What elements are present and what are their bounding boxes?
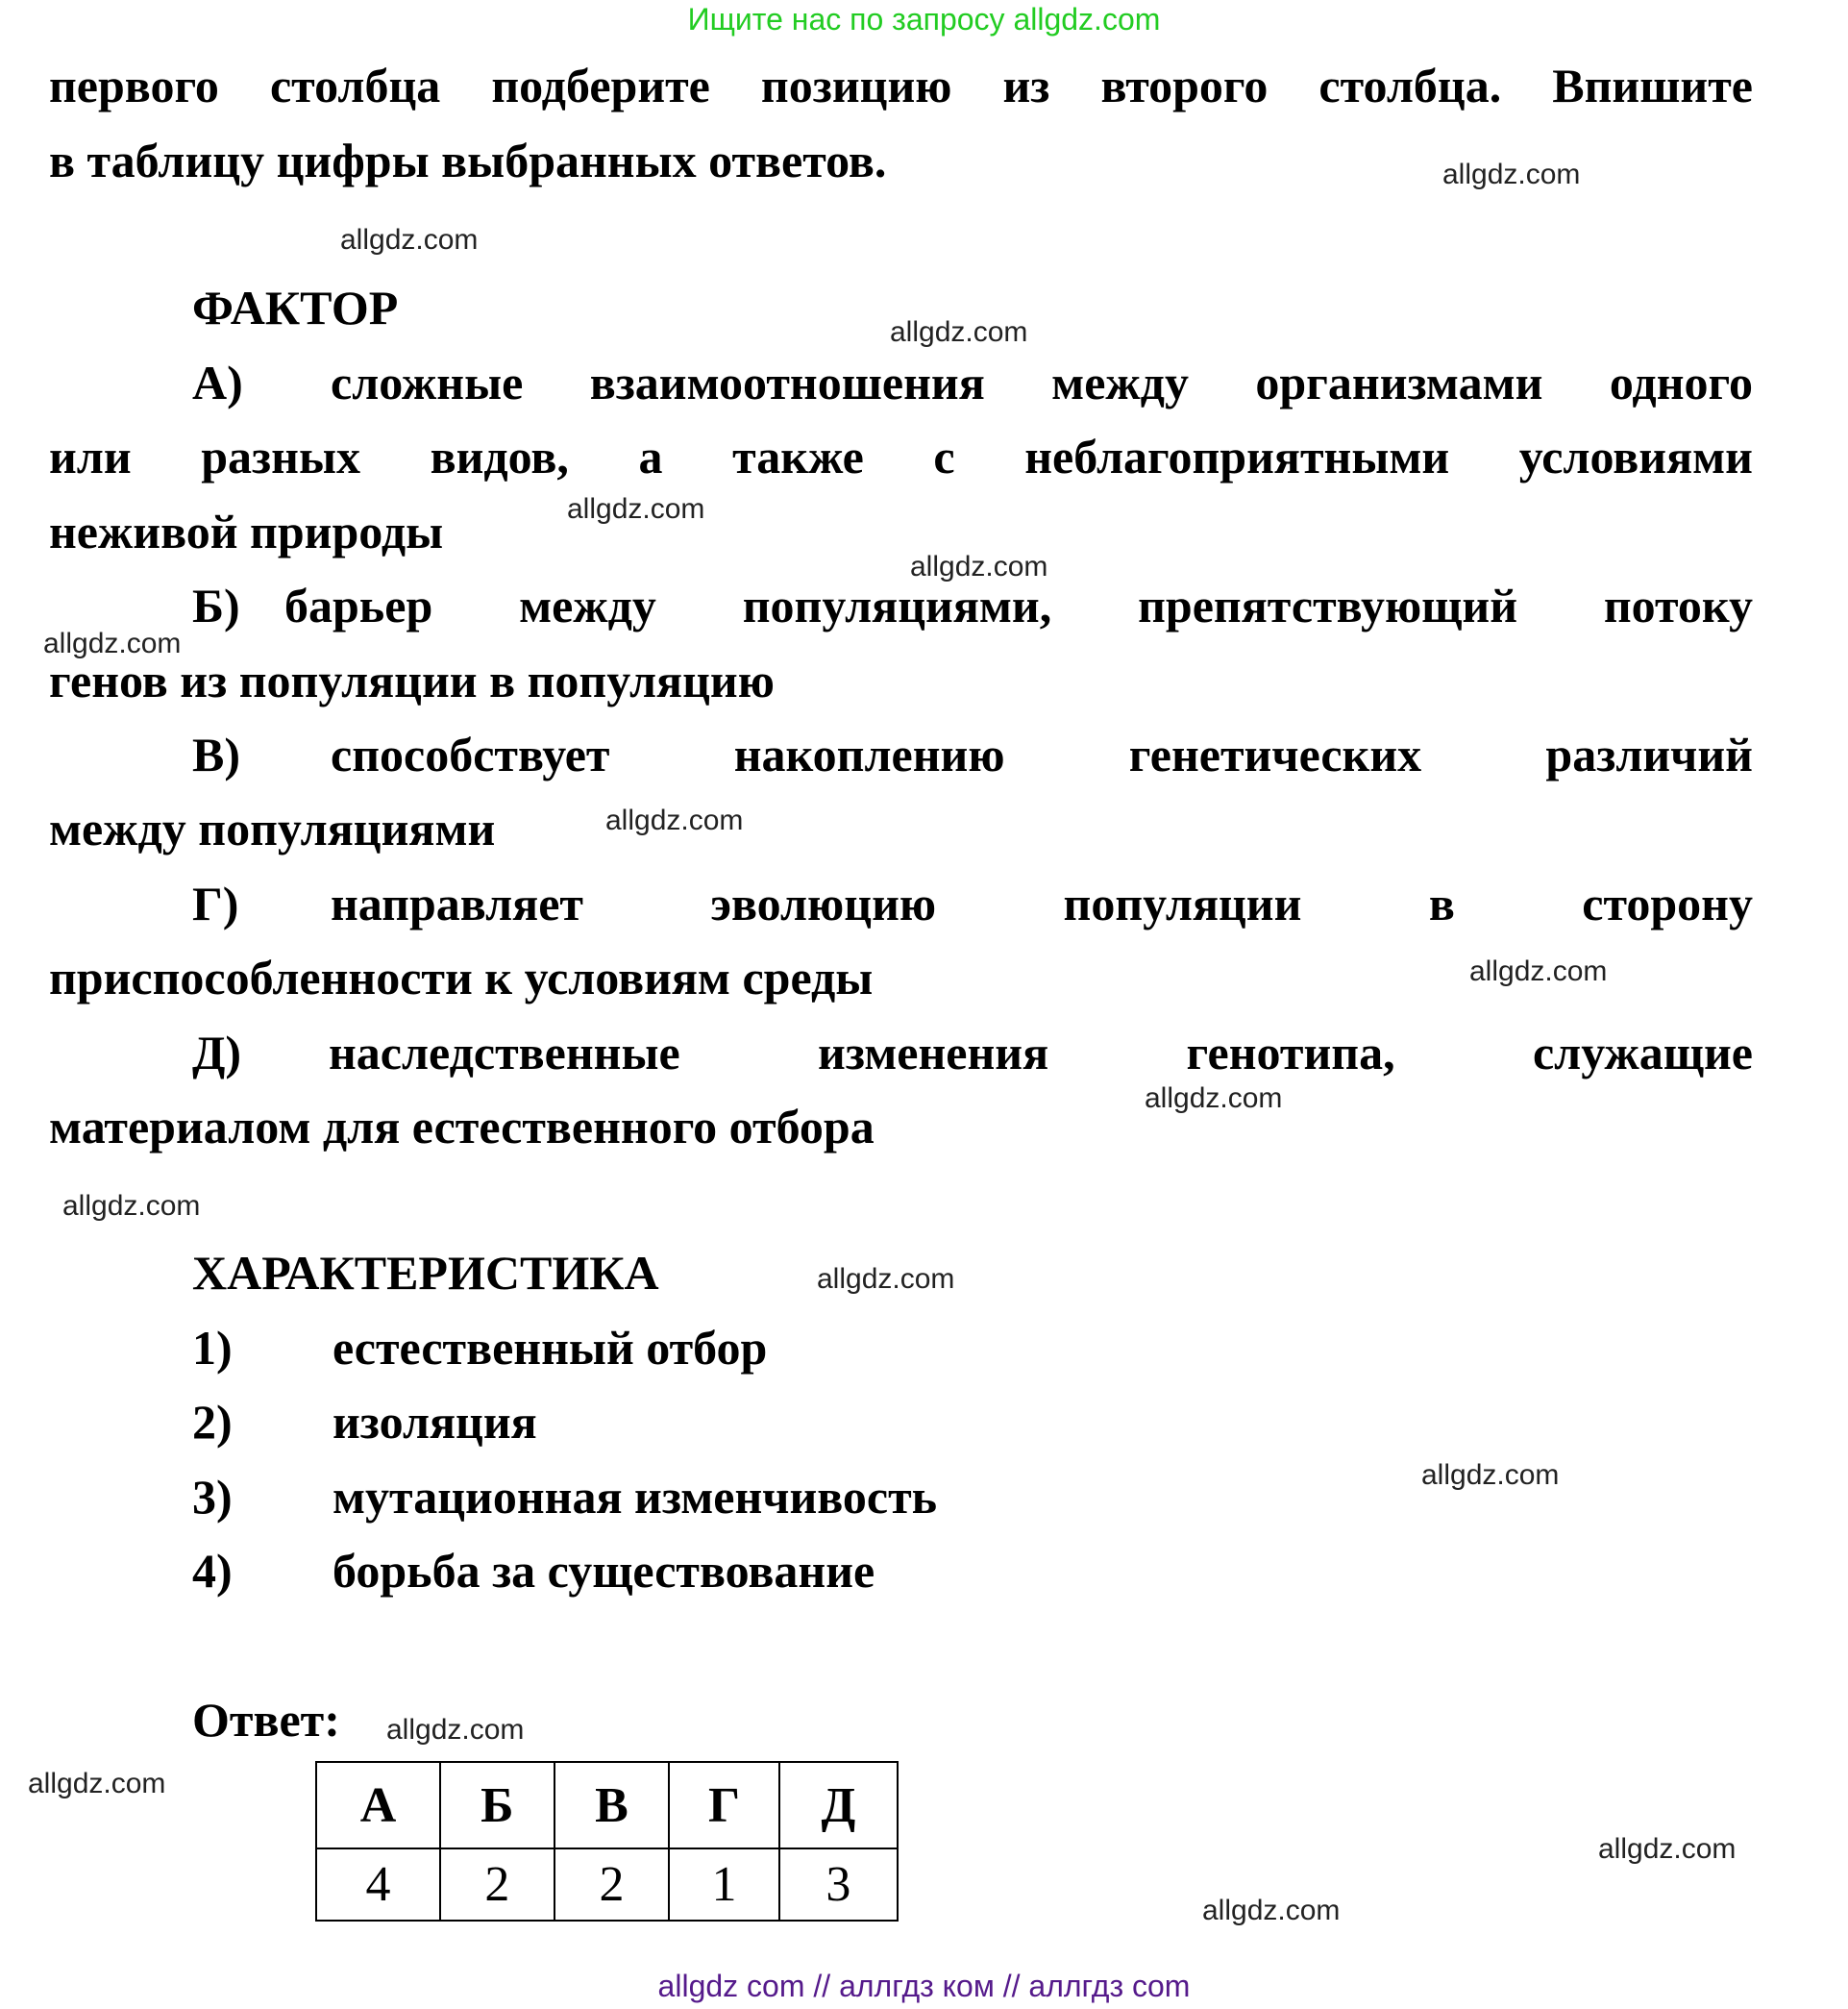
answer-value-cell: 2 [440,1848,554,1921]
answer-label: Ответ: [192,1693,340,1747]
factor-g-line-2: приспособленности к условиям среды [49,951,874,1004]
watermark: allgdz.com [1598,1833,1737,1865]
factor-b-line-2: генов из популяции в популяцию [49,654,775,707]
factor-g-label: Г) [192,877,239,930]
footer-links: allgdz com // аллгдз ком // аллгдз com [657,1969,1191,2003]
intro-line-1: первого столбца подберите позицию из второго столбца. Впишите [49,59,1753,112]
characteristic-4-label: 4) [192,1544,233,1598]
watermark: allgdz.com [1145,1082,1283,1114]
answer-header-cell: В [554,1762,670,1848]
characteristic-heading: ХАРАКТЕРИСТИКА [192,1246,659,1300]
answer-value-cell: 1 [669,1848,778,1921]
factor-v-line-2: между популяциями [49,802,496,856]
watermark: allgdz.com [1442,159,1581,190]
factor-a-label: А) [192,356,243,409]
intro-line-2: в таблицу цифры выбранных ответов. [49,134,887,187]
factor-b-line-1: барьер между популяциями, препятствующий потоку [284,579,1753,632]
characteristic-3-text: мутационная изменчивость [333,1470,938,1524]
watermark: allgdz.com [28,1768,166,1799]
watermark: allgdz.com [817,1263,955,1295]
answer-header-cell: Б [440,1762,554,1848]
answer-header-cell: Д [779,1762,898,1848]
factor-b-label: Б) [192,579,240,632]
watermark: allgdz.com [386,1714,525,1746]
watermark: allgdz.com [1421,1459,1560,1491]
factor-a-line-3: неживой природы [49,505,444,558]
factor-d-line-1: наследственные изменения генотипа, служащие [329,1026,1753,1079]
factor-d-line-2: материалом для естественного отбора [49,1100,875,1153]
factor-a-line-2: или разных видов, а также с неблагоприятными условиями [49,430,1753,484]
answer-header-cell: А [316,1762,440,1848]
characteristic-2-text: изоляция [333,1395,537,1449]
watermark: allgdz.com [340,224,479,256]
factor-a-line-1: сложные взаимоотношения между организмами одного [331,356,1753,409]
answer-header-cell: Г [669,1762,778,1848]
watermark: allgdz.com [910,551,1048,583]
watermark: allgdz.com [62,1190,201,1222]
watermark: allgdz.com [43,628,182,659]
watermark: allgdz.com [1469,955,1608,987]
characteristic-4-text: борьба за существование [333,1544,875,1598]
watermark: allgdz.com [567,493,705,525]
answer-value-cell: 4 [316,1848,440,1921]
factor-v-label: В) [192,728,240,781]
factor-d-label: Д) [192,1026,242,1079]
watermark: allgdz.com [1202,1895,1341,1926]
answer-table [315,1761,899,1922]
answer-value-row [316,1848,898,1921]
characteristic-2-label: 2) [192,1395,233,1449]
factor-heading: ФАКТОР [192,281,399,335]
characteristic-3-label: 3) [192,1470,233,1524]
watermark: allgdz.com [890,316,1028,348]
characteristic-1-text: естественный отбор [333,1321,768,1375]
characteristic-1-label: 1) [192,1321,233,1375]
factor-v-line-1: способствует накоплению генетических различий [331,728,1753,781]
answer-header-row [316,1762,898,1848]
top-banner: Ищите нас по запросу allgdz.com [687,2,1161,37]
answer-value-cell: 2 [554,1848,670,1921]
factor-g-line-1: направляет эволюцию популяции в сторону [331,877,1753,930]
answer-value-cell: 3 [779,1848,898,1921]
watermark: allgdz.com [605,805,744,836]
